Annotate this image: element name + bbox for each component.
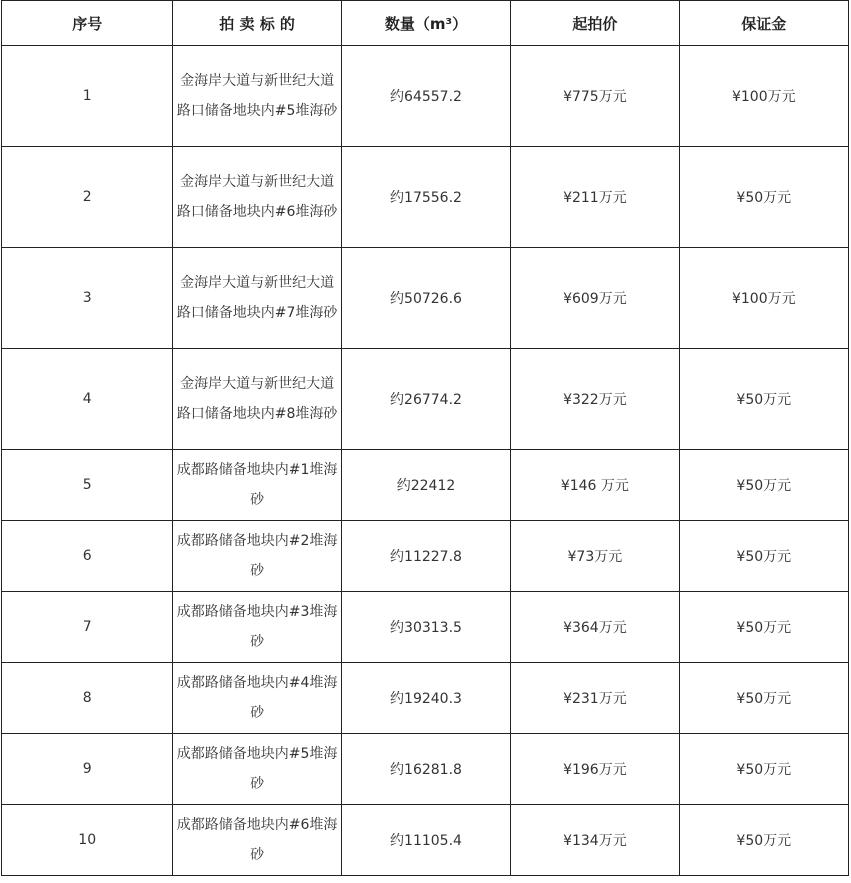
cell-start-price: ¥196万元 (511, 734, 679, 805)
cell-deposit: ¥50万元 (679, 663, 848, 734)
cell-no: 4 (2, 349, 173, 450)
table-row (2, 349, 849, 450)
table-row (2, 663, 849, 734)
header-deposit: 保证金 (679, 1, 848, 46)
cell-start-price: ¥231万元 (511, 663, 679, 734)
table-row (2, 734, 849, 805)
header-start-price: 起拍价 (511, 1, 679, 46)
table-row (2, 592, 849, 663)
cell-start-price: ¥73万元 (511, 521, 679, 592)
table-row (2, 805, 849, 876)
cell-no: 9 (2, 734, 173, 805)
table-row (2, 248, 849, 349)
cell-item: 金海岸大道与新世纪大道路口储备地块内#7堆海砂 (173, 248, 341, 349)
cell-item: 成都路储备地块内#2堆海砂 (173, 521, 341, 592)
table-header-row (2, 1, 849, 46)
cell-no: 1 (2, 46, 173, 147)
cell-item: 成都路储备地块内#5堆海砂 (173, 734, 341, 805)
table-row (2, 46, 849, 147)
cell-quantity: 约50726.6 (341, 248, 510, 349)
header-quantity: 数量（m³） (341, 1, 510, 46)
cell-quantity: 约26774.2 (341, 349, 510, 450)
cell-quantity: 约19240.3 (341, 663, 510, 734)
cell-quantity: 约22412 (341, 450, 510, 521)
cell-quantity: 约30313.5 (341, 592, 510, 663)
cell-quantity: 约17556.2 (341, 147, 510, 248)
table-row (2, 450, 849, 521)
table-row (2, 147, 849, 248)
cell-no: 6 (2, 521, 173, 592)
table-row (2, 521, 849, 592)
cell-start-price: ¥775万元 (511, 46, 679, 147)
cell-item: 成都路储备地块内#3堆海砂 (173, 592, 341, 663)
cell-no: 7 (2, 592, 173, 663)
cell-start-price: ¥134万元 (511, 805, 679, 876)
cell-no: 3 (2, 248, 173, 349)
cell-deposit: ¥50万元 (679, 805, 848, 876)
cell-no: 2 (2, 147, 173, 248)
cell-no: 5 (2, 450, 173, 521)
cell-item: 金海岸大道与新世纪大道路口储备地块内#8堆海砂 (173, 349, 341, 450)
cell-quantity: 约16281.8 (341, 734, 510, 805)
cell-quantity: 约11105.4 (341, 805, 510, 876)
cell-deposit: ¥100万元 (679, 248, 848, 349)
header-item: 拍 卖 标 的 (173, 1, 341, 46)
cell-item: 金海岸大道与新世纪大道路口储备地块内#6堆海砂 (173, 147, 341, 248)
cell-quantity: 约11227.8 (341, 521, 510, 592)
cell-start-price: ¥322万元 (511, 349, 679, 450)
cell-start-price: ¥146 万元 (511, 450, 679, 521)
cell-deposit: ¥50万元 (679, 521, 848, 592)
cell-start-price: ¥364万元 (511, 592, 679, 663)
cell-deposit: ¥50万元 (679, 734, 848, 805)
cell-deposit: ¥50万元 (679, 450, 848, 521)
cell-item: 成都路储备地块内#1堆海砂 (173, 450, 341, 521)
cell-quantity: 约64557.2 (341, 46, 510, 147)
auction-table (1, 0, 849, 876)
cell-item: 成都路储备地块内#4堆海砂 (173, 663, 341, 734)
cell-no: 8 (2, 663, 173, 734)
cell-deposit: ¥50万元 (679, 349, 848, 450)
cell-item: 金海岸大道与新世纪大道路口储备地块内#5堆海砂 (173, 46, 341, 147)
cell-deposit: ¥100万元 (679, 46, 848, 147)
cell-deposit: ¥50万元 (679, 147, 848, 248)
cell-start-price: ¥609万元 (511, 248, 679, 349)
cell-item: 成都路储备地块内#6堆海砂 (173, 805, 341, 876)
header-no: 序号 (2, 1, 173, 46)
cell-deposit: ¥50万元 (679, 592, 848, 663)
cell-start-price: ¥211万元 (511, 147, 679, 248)
cell-no: 10 (2, 805, 173, 876)
